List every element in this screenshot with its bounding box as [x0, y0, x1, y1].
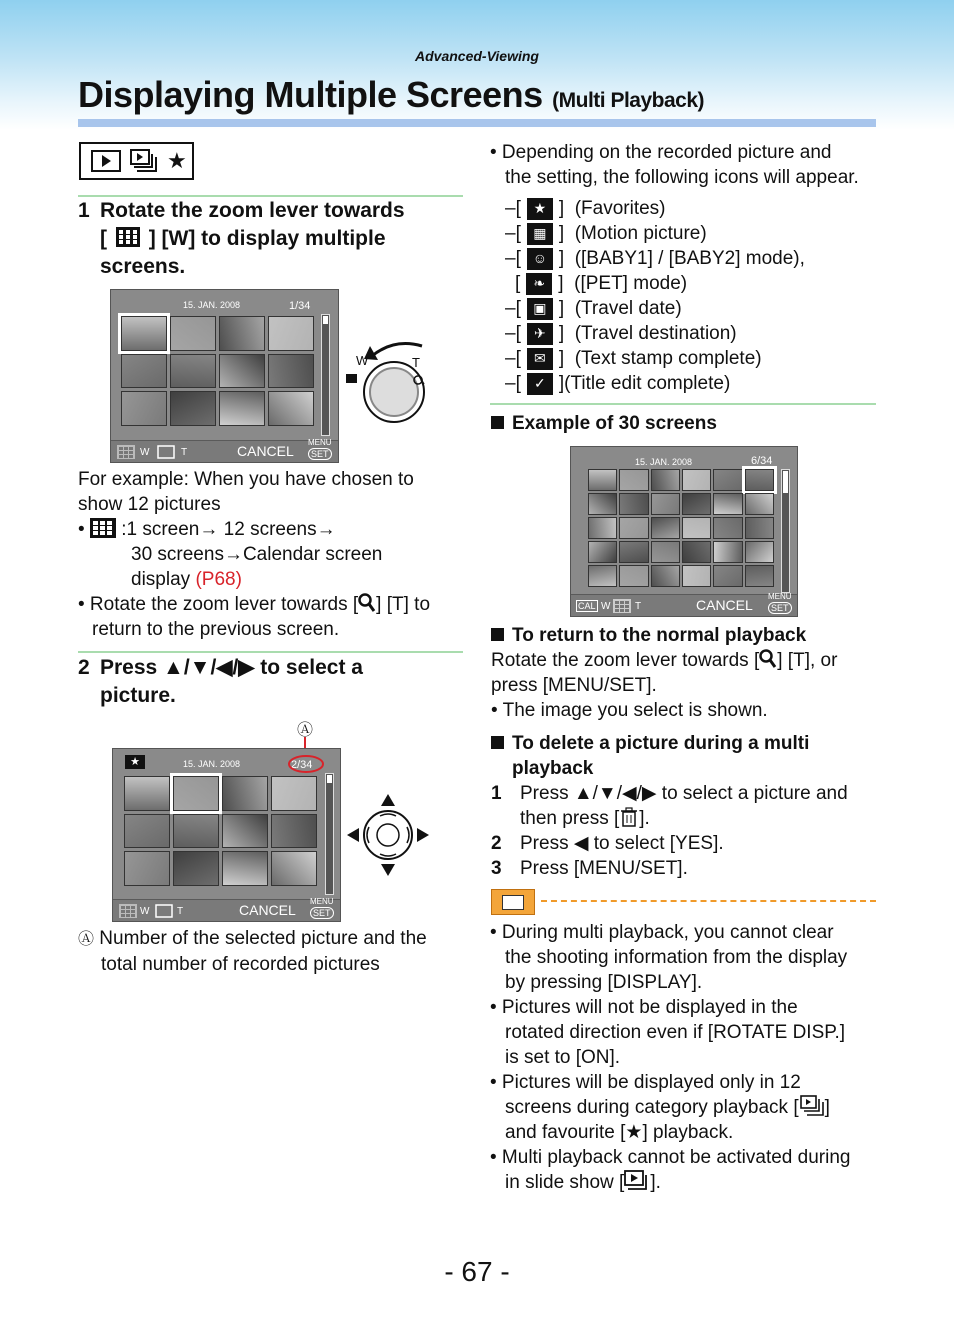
screen2-scroll-thumb	[327, 775, 332, 783]
callout-note	[78, 926, 463, 977]
screen1-menu: MENU	[308, 438, 332, 447]
up-arrow-icon	[381, 794, 395, 806]
thumbnail[interactable]	[268, 391, 314, 426]
thumbnail[interactable]	[271, 814, 317, 849]
callout-note-line1: Number of the selected picture and the	[99, 928, 427, 949]
thumbnail[interactable]	[619, 493, 648, 515]
screen2-date: 15. JAN. 2008	[183, 759, 241, 769]
trash-icon	[619, 807, 639, 827]
example30-rule	[490, 403, 876, 405]
screen2-scrollbar	[325, 773, 334, 895]
screen1-bottom-bar	[111, 440, 338, 462]
note-dashed-rule	[541, 900, 876, 902]
screen1-set: SET	[308, 448, 332, 460]
icon-label: (Motion picture)	[574, 223, 707, 244]
note1-l2: the shooting information from the display	[505, 947, 848, 968]
screen1-cancel: CANCEL	[237, 443, 294, 459]
example-text: For example: When you have chosen to show 12 pictures • :1 screen→ 12 screens→ 30 screens→Calendar screen display (P68) • Rotate the zoom lever towards [ ] [T] to return to the previous screen.	[78, 467, 463, 642]
thumbnail[interactable]	[170, 391, 216, 426]
screen1-scrollbar	[321, 314, 330, 436]
note-icon	[491, 889, 535, 915]
example-bullet1-l1: :1 screen→ 12 screens→	[121, 519, 336, 540]
star-icon: ★	[527, 198, 553, 220]
thumbnail[interactable]	[271, 851, 317, 886]
book-icon	[502, 895, 524, 910]
icon-row-travel-destination: –[ ✈ ] (Travel destination)	[505, 323, 737, 344]
thumbnail[interactable]	[268, 354, 314, 389]
delete-section	[491, 731, 881, 881]
thumbnail[interactable]	[745, 493, 774, 515]
step2-number: 2	[78, 656, 90, 679]
example30-heading-text: Example of 30 screens	[512, 413, 717, 434]
lcd-screen-30	[570, 446, 798, 617]
thumbnail[interactable]	[713, 469, 742, 491]
return-l1-post: ] [T], or	[777, 650, 838, 671]
down-arrow-icon	[381, 864, 395, 876]
callout-note-line2: total number of recorded pictures	[101, 954, 380, 975]
screen2-menu-set	[310, 898, 334, 919]
page-title	[78, 74, 704, 116]
icon-label: (Favorites)	[574, 198, 666, 219]
title-sub: (Multi Playback)	[552, 89, 705, 112]
square-bullet-icon	[491, 736, 504, 749]
screen2-t-label: T	[177, 906, 184, 917]
right-arrow-icon	[417, 828, 429, 842]
example-line2: show 12 pictures	[78, 494, 221, 515]
screen3-scroll-thumb	[783, 471, 788, 493]
thumbnail[interactable]	[651, 517, 680, 539]
step1-heading	[78, 197, 463, 281]
thumbnail[interactable]	[222, 776, 268, 811]
step2-line2: picture.	[100, 684, 176, 707]
screen1-w-label: W	[140, 447, 150, 458]
count-highlight-ring	[287, 754, 325, 774]
step2-heading	[78, 654, 463, 710]
thumbnail[interactable]	[651, 565, 680, 587]
thumbnail[interactable]	[588, 541, 617, 563]
delete-heading-l1: To delete a picture during a multi	[512, 733, 810, 754]
screen3-set: SET	[768, 602, 792, 614]
screen2-w-label: W	[140, 906, 150, 917]
screen3-menu: MENU	[768, 592, 792, 601]
thumbnail[interactable]	[651, 469, 680, 491]
icons-intro	[490, 140, 880, 190]
example-bullet2-l2: return to the previous screen.	[92, 619, 340, 640]
single-screen-icon	[157, 445, 175, 459]
thumbnail[interactable]	[588, 493, 617, 515]
thumbnail[interactable]	[651, 493, 680, 515]
lever-t-label: T	[412, 355, 420, 370]
zoom-in-icon	[358, 593, 376, 613]
icon-label: ([BABY1] / [BABY2] mode),	[574, 248, 805, 269]
note4-l1: • Multi playback cannot be activated during	[490, 1147, 851, 1168]
note2-l2: rotated direction even if [ROTATE DISP.]	[505, 1022, 846, 1043]
travel-date-icon: ▣	[527, 298, 553, 320]
thumbnail[interactable]	[219, 391, 265, 426]
square-bullet-icon	[491, 416, 504, 429]
thumbnail[interactable]	[121, 316, 167, 351]
note2-l3: is set to [ON].	[505, 1047, 621, 1068]
icons-intro-l1: • Depending on the recorded picture and	[490, 142, 832, 163]
icon-label: (Title edit complete)	[564, 373, 731, 394]
icon-row-title-edit: –[ ✓ ] (Title edit complete)	[505, 373, 731, 394]
return-heading: To return to the normal playback	[512, 625, 807, 646]
note3-l2-post: ]	[824, 1097, 830, 1118]
screen2-menu: MENU	[310, 897, 334, 906]
example-line1: For example: When you have chosen to	[78, 469, 414, 490]
screen3-cancel: CANCEL	[696, 597, 753, 613]
note4-l2-post: ].	[650, 1172, 661, 1193]
thumbnail[interactable]	[745, 565, 774, 587]
return-l3: • The image you select is shown.	[491, 700, 768, 721]
screen3-date: 15. JAN. 2008	[635, 457, 693, 467]
thumbnail[interactable]	[124, 814, 170, 849]
travel-destination-icon: ✈	[527, 323, 553, 345]
notes-section	[490, 920, 882, 1195]
thumbnail[interactable]	[682, 493, 711, 515]
screen3-w-label: W	[601, 601, 611, 612]
thumbnail[interactable]	[222, 851, 268, 886]
multi-screen-icon	[117, 445, 135, 459]
category-play-icon	[129, 149, 159, 173]
icon-row-pet: [ ❧ ] ([PET] mode)	[515, 273, 688, 294]
thumbnail[interactable]	[173, 851, 219, 886]
thumbnail[interactable]	[619, 565, 648, 587]
delete-step3-l1: Press [MENU/SET].	[520, 858, 688, 879]
thumbnail-grid-12-selected	[124, 776, 317, 886]
thumbnail[interactable]	[268, 316, 314, 351]
title-main: Displaying Multiple Screens	[78, 74, 543, 115]
thumbnail[interactable]	[173, 814, 219, 849]
thumbnail[interactable]	[121, 354, 167, 389]
delete-step2-num: 2	[491, 833, 502, 854]
thumbnail[interactable]	[682, 517, 711, 539]
screen1-date: 15. JAN. 2008	[183, 300, 241, 310]
example-bullet1-l3: display	[131, 569, 191, 590]
example-bullet1-l2: 30 screens→Calendar screen	[131, 544, 383, 565]
note1-l3: by pressing [DISPLAY].	[505, 972, 703, 993]
screen3-scrollbar	[781, 469, 790, 593]
thumbnail[interactable]	[745, 469, 774, 491]
delete-step1-num: 1	[491, 783, 502, 804]
thumbnail-grid-30	[588, 469, 774, 587]
page-number: - 67 -	[444, 1256, 510, 1287]
note3-l3: and favourite [★] playback.	[505, 1122, 734, 1143]
thumbnail[interactable]	[124, 851, 170, 886]
return-section	[491, 623, 881, 723]
delete-step1-l2-post: ].	[639, 808, 650, 829]
thumbnail[interactable]	[713, 493, 742, 515]
note4-l2: in slide show [	[505, 1172, 625, 1193]
thumbnail[interactable]	[651, 541, 680, 563]
thumbnail[interactable]	[170, 354, 216, 389]
thumbnail[interactable]	[619, 541, 648, 563]
icon-label: (Text stamp complete)	[574, 348, 762, 369]
screen2-set: SET	[310, 907, 334, 919]
thumbnail[interactable]	[170, 316, 216, 351]
thumbnail[interactable]	[173, 776, 219, 811]
screen1-t-label: T	[181, 447, 188, 458]
thumbnail[interactable]	[619, 517, 648, 539]
thumbnail[interactable]	[121, 391, 167, 426]
screen2-cancel: CANCEL	[239, 902, 296, 918]
icon-label: (Travel date)	[574, 298, 682, 319]
note1-l1: • During multi playback, you cannot clear	[490, 922, 834, 943]
screen3-bottom-bar	[571, 594, 797, 616]
title-rule	[78, 119, 876, 127]
delete-step1-l2-pre: then press [	[520, 808, 620, 829]
icon-legend-list	[505, 196, 805, 396]
title-edit-icon: ✓	[527, 373, 553, 395]
delete-heading-l2: playback	[512, 758, 594, 779]
thumbnail-grid-12	[121, 316, 314, 426]
lcd-screen-12	[110, 289, 339, 463]
icon-row-baby: –[ ☺ ] ([BABY1] / [BABY2] mode),	[505, 248, 805, 269]
step1-line1: Rotate the zoom lever towards	[100, 199, 405, 222]
screen2-bottom-bar	[113, 899, 340, 921]
thumbnail[interactable]	[124, 776, 170, 811]
example-bullet2-l1-pre: • Rotate the zoom lever towards [	[78, 594, 359, 615]
thumbnail[interactable]	[588, 469, 617, 491]
example-bullet2-l1-post: ] [T] to	[376, 594, 431, 615]
thumbnail[interactable]	[713, 541, 742, 563]
note3-l1: • Pictures will be displayed only in 12	[490, 1072, 801, 1093]
multi-screen-icon	[90, 518, 116, 538]
thumbnail[interactable]	[713, 565, 742, 587]
category-play-icon	[799, 1095, 825, 1117]
section-label: Advanced-Viewing	[415, 48, 539, 64]
mode-icons-box	[79, 142, 194, 180]
icons-intro-l2: the setting, the following icons will appear.	[505, 167, 859, 188]
example30-heading	[491, 411, 717, 436]
motion-picture-icon: ▦	[527, 223, 553, 245]
play-icon	[91, 150, 121, 172]
thumbnail[interactable]	[219, 354, 265, 389]
thumbnail[interactable]	[713, 517, 742, 539]
thumbnail[interactable]	[682, 541, 711, 563]
callout-a-marker: Ⓐ	[297, 722, 314, 739]
icon-row-motion: –[ ▦ ] (Motion picture)	[505, 223, 707, 244]
multi-screen-icon	[613, 599, 631, 613]
thumbnail[interactable]	[682, 565, 711, 587]
thumbnail[interactable]	[619, 469, 648, 491]
lcd-screen-12-selected	[112, 748, 341, 922]
icon-row-favorites: –[ ★ ] (Favorites)	[505, 198, 666, 219]
thumbnail[interactable]	[219, 316, 265, 351]
pet-icon: ❧	[526, 273, 552, 295]
multi-screen-icon	[119, 904, 137, 918]
zoom-lever-diagram	[344, 334, 434, 430]
thumbnail[interactable]	[745, 541, 774, 563]
thumbnail[interactable]	[222, 814, 268, 849]
icon-label: (Travel destination)	[574, 323, 737, 344]
delete-step2-l1: Press ◀ to select [YES].	[520, 833, 724, 854]
screen2-count: 2/34	[291, 759, 313, 771]
screen3-count: 6/34	[751, 455, 773, 467]
step1-line2-pre: [	[100, 227, 107, 250]
delete-step1-l1: Press ▲/▼/◀/▶ to select a picture and	[520, 783, 848, 804]
step1-number: 1	[78, 199, 90, 222]
delete-step3-num: 3	[491, 858, 502, 879]
multi-screen-icon	[116, 227, 140, 247]
favorites-star-icon: ★	[167, 148, 187, 173]
note2-l1: • Pictures will not be displayed in the	[490, 997, 798, 1018]
step2-line1: Press ▲/▼/◀/▶ to select a	[100, 656, 363, 679]
icon-row-travel-date: –[ ▣ ] (Travel date)	[505, 298, 682, 319]
text-stamp-icon: ✉	[527, 348, 553, 370]
step1-line3: screens.	[100, 255, 186, 278]
cursor-buttons-diagram	[344, 790, 432, 880]
step2-rule	[78, 651, 463, 653]
thumbnail[interactable]	[271, 776, 317, 811]
single-screen-icon	[155, 904, 173, 918]
icon-label: ([PET] mode)	[574, 273, 688, 294]
step1-line2-post: ] [W] to display multiple	[148, 227, 386, 250]
screen1-count: 1/34	[289, 300, 311, 312]
screen3-t-label: T	[635, 601, 642, 612]
thumbnail[interactable]	[745, 517, 774, 539]
return-l1-pre: Rotate the zoom lever towards [	[491, 650, 760, 671]
baby-icon: ☺	[527, 248, 553, 270]
return-l2: press [MENU/SET].	[491, 675, 657, 696]
lever-w-label: W	[356, 353, 369, 368]
note3-l2: screens during category playback [	[505, 1097, 799, 1118]
thumbnail[interactable]	[588, 517, 617, 539]
icon-row-text-stamp: –[ ✉ ] (Text stamp complete)	[505, 348, 762, 369]
screen3-menu-set	[768, 593, 792, 614]
thumbnail[interactable]	[682, 469, 711, 491]
screen1-scroll-thumb	[323, 316, 328, 324]
screen3-cal-label: CAL	[578, 601, 596, 611]
zoom-in-icon	[759, 649, 777, 669]
callout-note-marker: Ⓐ	[78, 931, 95, 948]
page-ref-p68[interactable]: (P68)	[195, 569, 242, 590]
left-arrow-icon	[347, 828, 359, 842]
square-bullet-icon	[491, 628, 504, 641]
screen1-menu-set	[308, 439, 332, 460]
thumbnail[interactable]	[588, 565, 617, 587]
slide-show-icon	[624, 1170, 650, 1192]
star-icon: ★	[125, 755, 145, 769]
